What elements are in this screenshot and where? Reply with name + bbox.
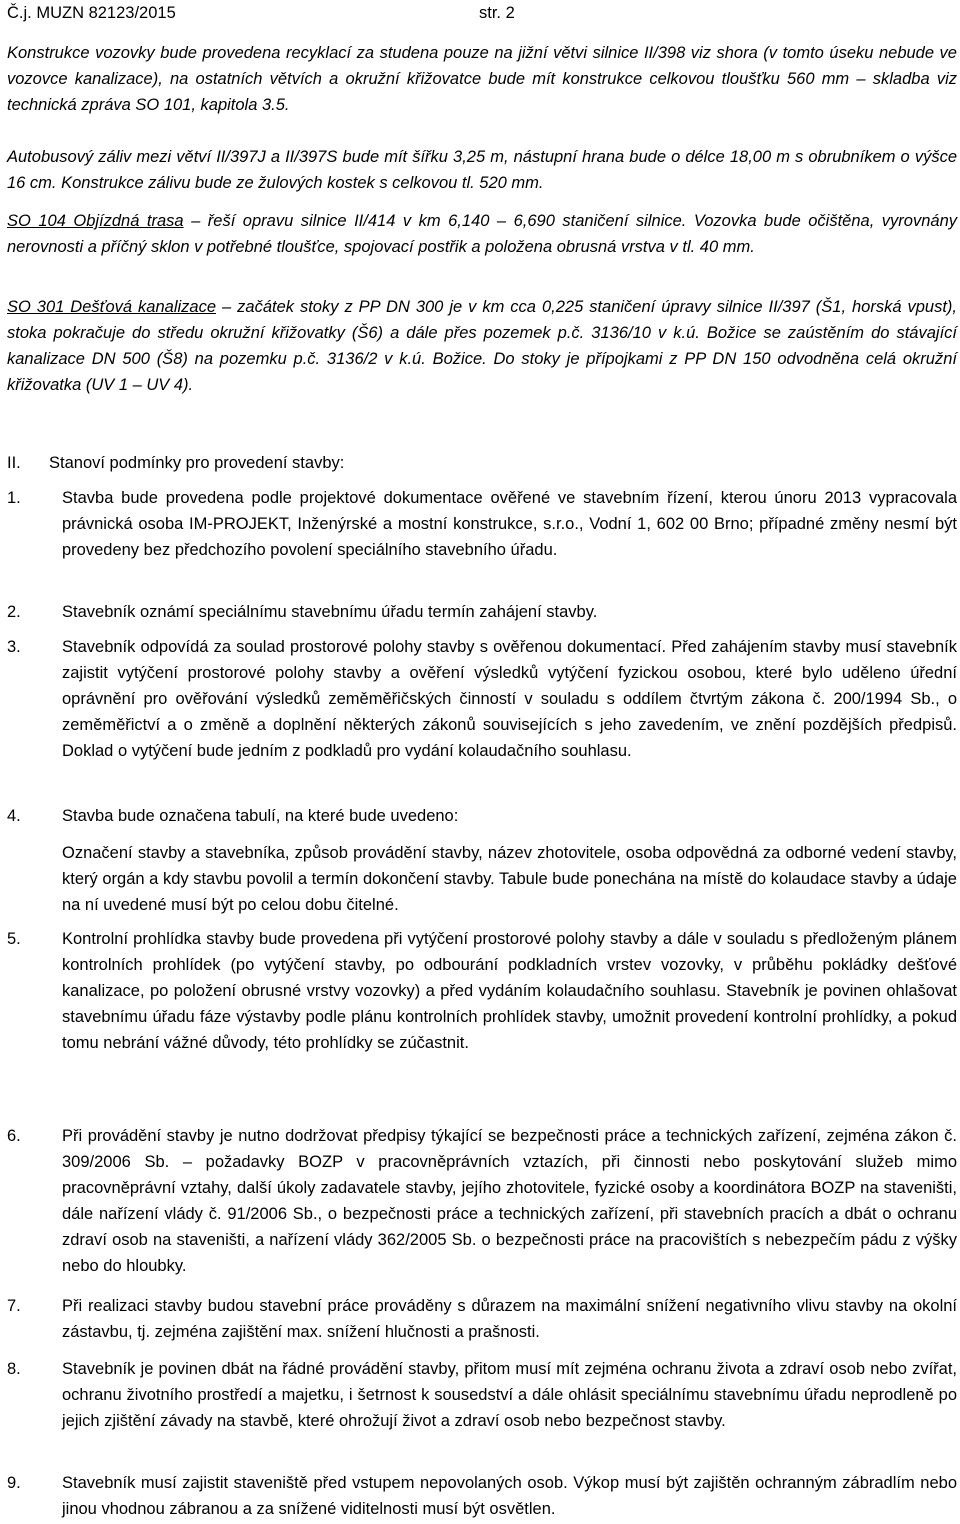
condition-text: Stavba bude provedena podle projektové dokumentace ověřené ve stavebním řízení, kterou únoru 2013 vypracovala právnická osoba IM-PROJEKT, Inženýrské a mostní konstrukce, s.r.o., Vodní 1, 602 00 Brno; případné změny nesmí být provedeny bez předchozího povolení speciálního stavebního úřadu. [62, 489, 957, 559]
condition-text: Stavebník musí zajistit staveniště před vstupem nepovolaných osob. Výkop musí být zajištěn ochranným zábradlím nebo jinou vhodnou zábranou a za snížené viditelnosti musí být osvětlen. [62, 1474, 957, 1518]
so301-title: SO 301 Dešťová kanalizace [7, 298, 217, 316]
condition-text: Stavebník je povinen dbát na řádné provádění stavby, přitom musí mít zejména ochranu života a zdraví osob nebo zvířat, ochranu životního prostředí a majetku, i šetrnost k sousedství a dále ohlásit speciálnímu stavebnímu úřadu neprodleně po jejich zjištění závady na stavbě, které ohrožují život a zdraví osob nebo bezpečnost stavby. [62, 1360, 957, 1430]
condition-text: Při realizaci stavby budou stavební práce prováděny s důrazem na maximální snížení negativního vlivu stavby na okolní zástavbu, tj. zejména zajištění max. snížení hlučnosti a prašnosti. [62, 1297, 957, 1341]
so301-text: – začátek stoky z PP DN 300 je v km cca 0,225 staničení úpravy silnice II/397 (Š1, horská vpust), stoka pokračuje do středu okružní křižovatky (Š6) a dále přes pozemek p.č. 3136/10 v k.ú. Božice se zaústěním do stávající kanalizace DN 500 (Š8) na pozemku p.č. 3136/2 v k.ú. Božice. Do stoky je přípojkami z PP DN 150 odvodněna celá okružní křižovatka (UV 1 – UV 4). [7, 298, 958, 394]
paragraph-so301 [7, 294, 957, 398]
so104-text: – řeší opravu silnice II/414 v km 6,140 – 6,690 staničení silnice. Vozovka bude očištěna, vyrovnány nerovnosti a příčný sklon v potřebné tloušťce, spojovací postřik a položena obrusná vrstva v tl. 40 mm. [7, 212, 957, 256]
page-number: str. 2 [479, 4, 515, 22]
condition-text: Stavebník oznámí speciálnímu stavebnímu úřadu termín zahájení stavby. [62, 603, 598, 621]
section-number: II. [7, 454, 21, 472]
condition-subtext: Označení stavby a stavebníka, způsob provádění stavby, název zhotovitele, osoba odpovědná za odborné vedení stavby, který orgán a kdy stavbu povolil a termín dokončení stavby. Tabule bude ponechána na místě do kolaudace stavby a údaje na ní uvedené musí být po celou dobu čitelné. [62, 844, 957, 914]
paragraph-so104 [7, 208, 957, 260]
page-header [7, 0, 515, 26]
paragraph-bus-bay: Autobusový záliv mezi větví II/397J a II/397S bude mít šířku 3,25 m, nástupní hrana bude o délce 18,00 m s obrubníkem o výšce 16 cm. Konstrukce zálivu bude ze žulových kostek s celkovou tl. 520 mm. [7, 148, 957, 192]
condition-text: Stavba bude označena tabulí, na které bude uvedeno: [62, 807, 459, 825]
condition-text: Kontrolní prohlídka stavby bude provedena při vytýčení prostorové polohy stavby a dále v souladu s předloženým plánem kontrolních prohlídek (po vytýčení stavby, po odbourání podkladních vrstev vozovky, v průběhu pokládky dešťové kanalizace, po položení obrusné vrstvy vozovky) a před vydáním kolaudačního souhlasu. Stavebník je povinen ohlašovat stavebnímu úřadu fáze výstavby podle plánu kontrolních prohlídek stavby, umožnit provedení kontrolní prohlídky, a pokud tomu nebrání vážné důvody, této prohlídky se zúčastnit. [62, 930, 957, 1052]
reference-number: Č.j. MUZN 82123/2015 [7, 4, 176, 22]
condition-text: Při provádění stavby je nutno dodržovat předpisy týkající se bezpečnosti práce a technických zařízení, zejména zákon č. 309/2006 Sb. – požadavky BOZP v pracovněprávních vztazích, při činnosti nebo poskytování služeb mimo pracovněprávní vztahy, další úkoly zadavatele stavby, jejího zhotovitele, fyzické osoby a koordinátora BOZP na staveništi, dále nařízení vlády č. 91/2006 Sb., o bezpečnosti práce a technických zařízení, při stavebních pracích a dbát o ochranu zdraví osob na staveništi, a nařízení vlády 362/2005 Sb. o bezpečnosti práce na pracovištích s nebezpečím pádu z výšky nebo do hloubky. [62, 1127, 957, 1275]
condition-text: Stavebník odpovídá za soulad prostorové polohy stavby s ověřenou dokumentací. Před zahájením stavby musí stavebník zajistit vytýčení prostorové polohy stavby a ověření výsledků vytýčení fyzickou osobou, které bylo uděleno úřední oprávnění pro ověřování výsledků zeměměřičských činností v souladu s oddílem čtvrtým zákona č. 200/1994 Sb., o zeměměřictví a o změně a doplnění některých zákonů souvisejících s jeho zavedením, ve znění pozdějších předpisů. Doklad o vytýčení bude jedním z podkladů pro vydání kolaudačního souhlasu. [62, 638, 957, 760]
paragraph-road-construction: Konstrukce vozovky bude provedena recyklací za studena pouze na jižní větvi silnice II/398 viz shora (v tomto úseku nebude ve vozovce kanalizace), na ostatních větvích a okružní křižovatce bude mít konstrukce celkovou tloušťku 560 mm – skladba viz technická zpráva SO 101, kapitola 3.5. [7, 44, 957, 114]
so104-title: SO 104 Objízdná trasa [7, 212, 184, 230]
section-heading [7, 450, 344, 476]
section-title: Stanoví podmínky pro provedení stavby: [49, 454, 345, 472]
